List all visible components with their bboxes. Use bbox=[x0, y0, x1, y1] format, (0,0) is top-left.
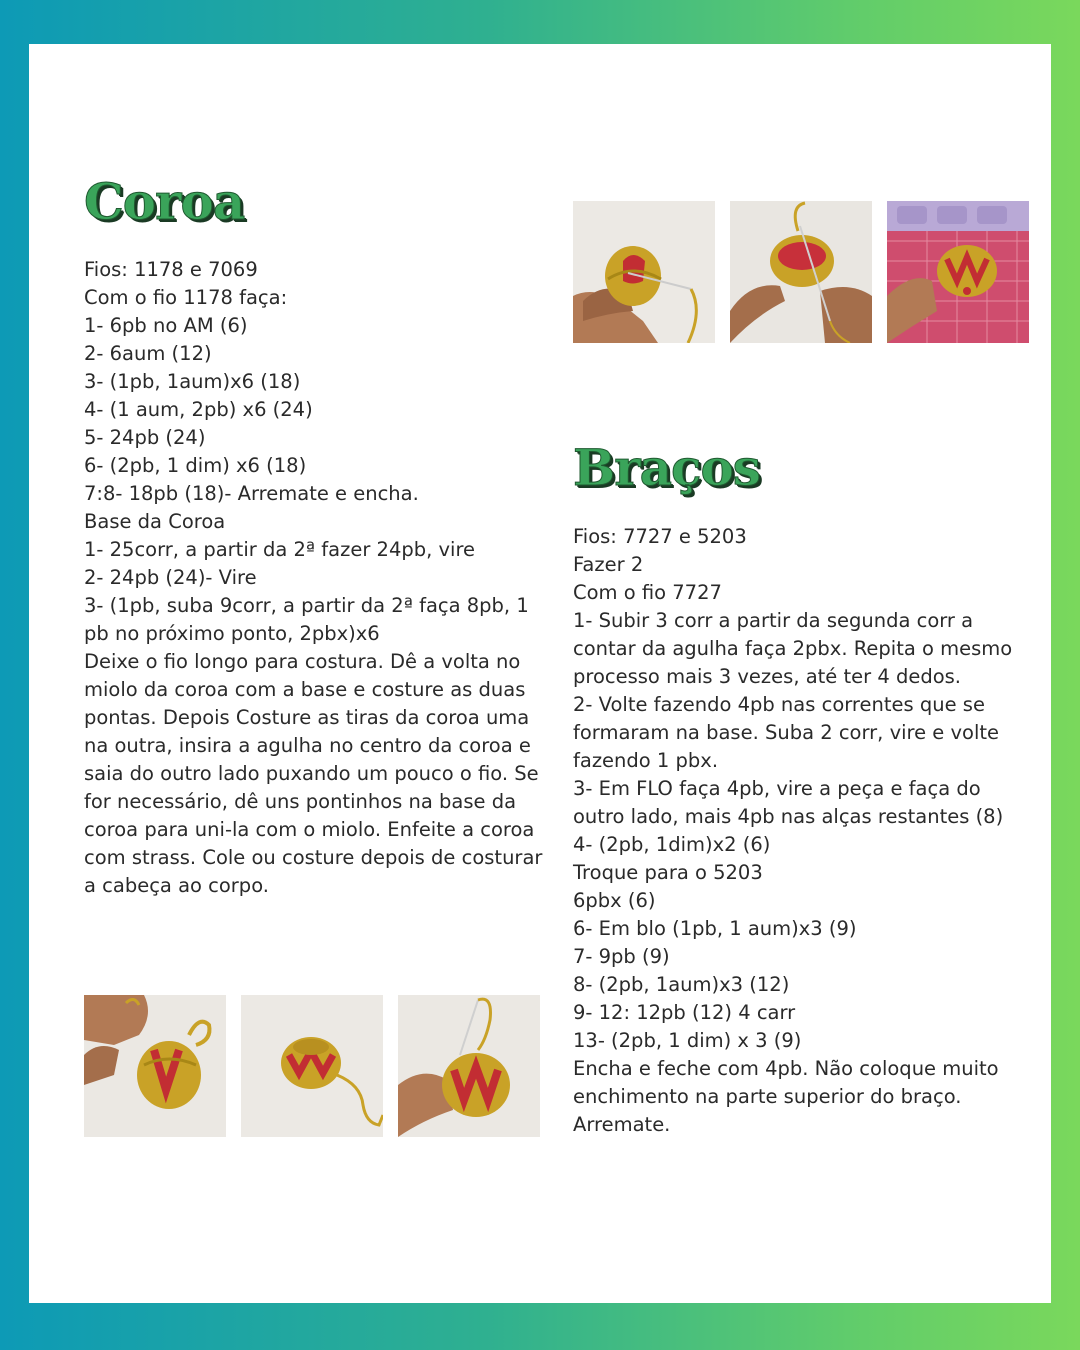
list-item: 13- (2pb, 1 dim) x 3 (9) bbox=[573, 1029, 802, 1052]
list-item: 2- 6aum (12) bbox=[84, 342, 212, 365]
crown-finished-photo bbox=[398, 995, 540, 1137]
list-item: 9- 12: 12pb (12) 4 carr bbox=[573, 1001, 796, 1024]
list-item: 6pbx (6) bbox=[573, 889, 656, 912]
list-item: 1- 6pb no AM (6) bbox=[84, 314, 248, 337]
list-item: 8- (2pb, 1aum)x3 (12) bbox=[573, 973, 790, 996]
bracos-step2: 2- Volte fazendo 4pb nas correntes que se formaram na base. Suba 2 corr, vire e volte fazendo 1 pbx. bbox=[573, 693, 1000, 772]
list-item: Com o fio 7727 bbox=[573, 581, 722, 604]
bracos-step1: 1- Subir 3 corr a partir da segunda corr a contar da agulha faça 2pbx. Repita o mesmo processo mais 3 vezes, até ter 4 dedos. bbox=[573, 609, 1013, 688]
bracos-steps-list bbox=[573, 831, 1043, 1055]
list-item: 1- 25corr, a partir da 2ª fazer 24pb, vire bbox=[84, 538, 476, 561]
list-item: Com o fio 1178 faça: bbox=[84, 286, 288, 309]
list-item: 2- 24pb (24)- Vire bbox=[84, 566, 257, 589]
coroa-step3: 3- (1pb, suba 9corr, a partir da 2ª faça 8pb, 1 pb no próximo ponto, 2pbx)x6 bbox=[84, 594, 529, 645]
coroa-instructions: Deixe o fio longo para costura. Dê a volta no miolo da coroa com a base e costure as duas pontas. Depois Costure as tiras da coroa uma na outra, insira a agulha no centro da coroa e saia do outro lado puxando um pouco o fio. Se for necessário, dê uns pontinhos na base da coroa para uni-la com o miolo. Enfeite a coroa com strass. Cole ou costure depois de costurar a cabeça ao corpo. bbox=[84, 650, 543, 897]
coroa-title: Coroa bbox=[84, 172, 245, 231]
list-item: Troque para o 5203 bbox=[573, 861, 763, 884]
list-item: Fios: 1178 e 7069 bbox=[84, 258, 258, 281]
crown-on-mat-photo bbox=[887, 201, 1029, 343]
bracos-intro-list bbox=[573, 523, 1043, 607]
list-item: 4- (1 aum, 2pb) x6 (24) bbox=[84, 398, 313, 421]
list-item: Fios: 7727 e 5203 bbox=[573, 525, 747, 548]
crown-pinched-photo bbox=[573, 201, 715, 343]
list-item: 5- 24pb (24) bbox=[84, 426, 206, 449]
list-item: 3- (1pb, 1aum)x6 (18) bbox=[84, 370, 301, 393]
crown-needle-inside-photo bbox=[241, 995, 383, 1137]
bracos-title: Braços bbox=[573, 438, 760, 497]
list-item: 7:8- 18pb (18)- Arremate e encha. bbox=[84, 482, 419, 505]
crown-sewing-photo bbox=[84, 995, 226, 1137]
bracos-finish: Encha e feche com 4pb. Não coloque muito enchimento na parte superior do braço. Arremate. bbox=[573, 1057, 999, 1136]
list-item: 6- (2pb, 1 dim) x6 (18) bbox=[84, 454, 307, 477]
crown-needle-photo-top bbox=[730, 201, 872, 343]
list-item: 6- Em blo (1pb, 1 aum)x3 (9) bbox=[573, 917, 857, 940]
list-item: 4- (2pb, 1dim)x2 (6) bbox=[573, 833, 771, 856]
list-item: Fazer 2 bbox=[573, 553, 644, 576]
coroa-steps-list bbox=[84, 256, 554, 592]
bracos-step3: 3- Em FLO faça 4pb, vire a peça e faça do outro lado, mais 4pb nas alças restantes (8) bbox=[573, 777, 1004, 828]
list-item: 7- 9pb (9) bbox=[573, 945, 670, 968]
list-item: Base da Coroa bbox=[84, 510, 226, 533]
